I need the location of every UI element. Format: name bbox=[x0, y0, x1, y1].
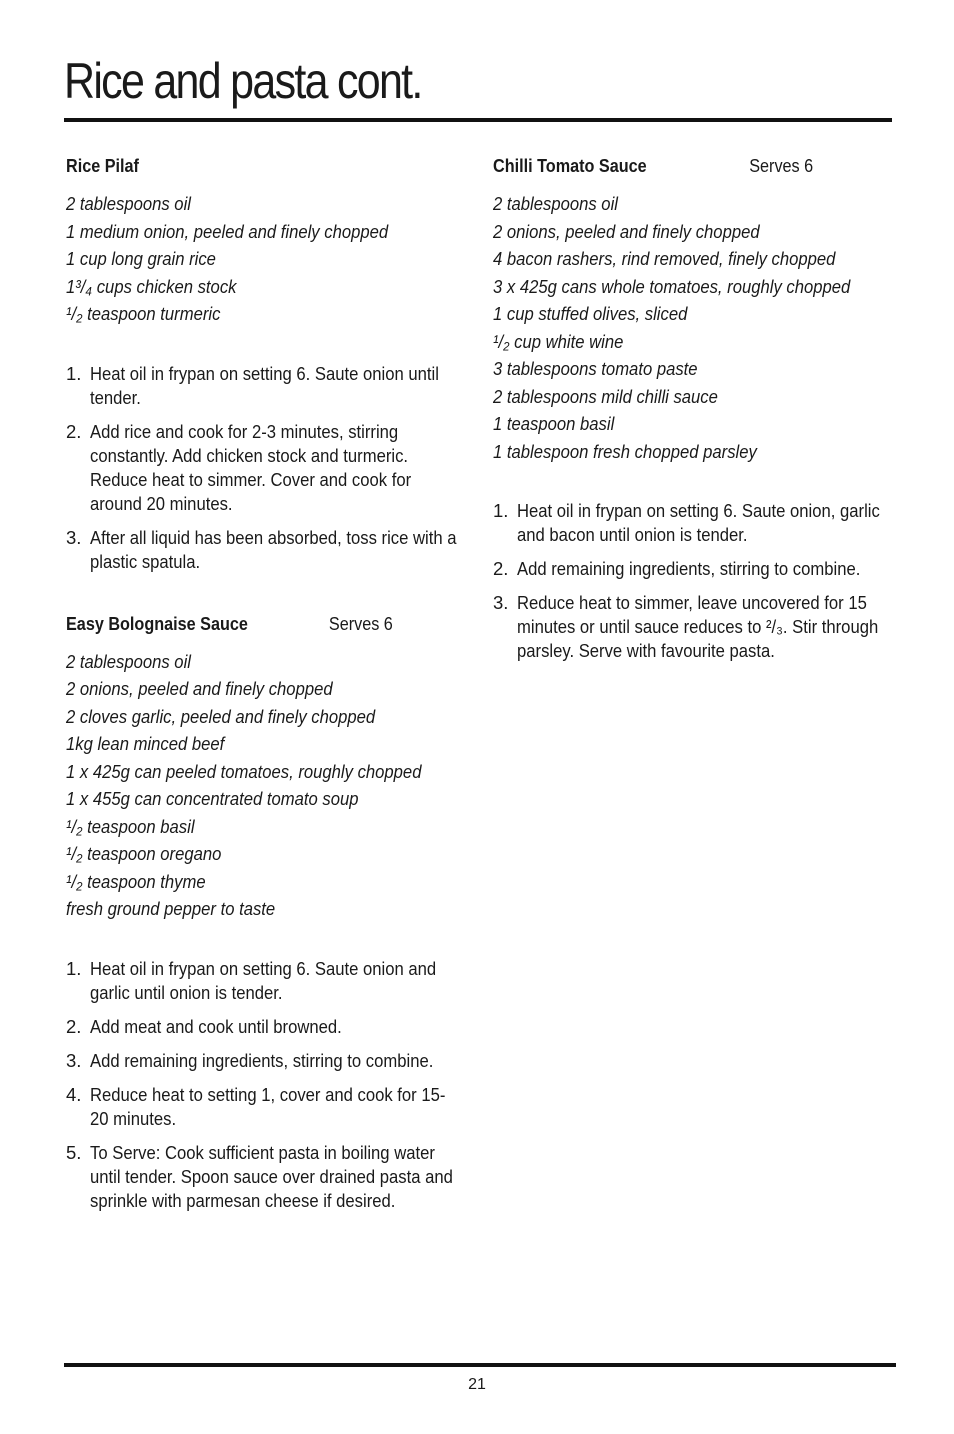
footer-rule bbox=[64, 1363, 896, 1367]
page-title: Rice and pasta cont. bbox=[64, 53, 422, 109]
step-number: 2. bbox=[493, 558, 509, 579]
step-text: Add remaining ingredients, stirring to combine. bbox=[517, 558, 861, 579]
method-steps bbox=[493, 499, 893, 663]
ingredient-item: 2 onions, peeled and finely chopped bbox=[66, 678, 333, 699]
page-number: 21 bbox=[468, 1376, 486, 1393]
ingredient-item: 2 tablespoons oil bbox=[66, 193, 191, 214]
step-number: 2. bbox=[66, 1015, 82, 1037]
method-step bbox=[66, 957, 462, 1005]
ingredient-item: ¹/₂ cup white wine bbox=[493, 330, 624, 352]
step-number: 3. bbox=[66, 526, 82, 548]
ingredient-list bbox=[66, 648, 462, 923]
ingredient-item: 3 tablespoons tomato paste bbox=[493, 358, 698, 379]
ingredient-item: 1 cup long grain rice bbox=[66, 248, 216, 269]
ingredient-item: 2 onions, peeled and finely chopped bbox=[493, 220, 760, 242]
step-text: Heat oil in frypan on setting 6. Saute onion until tender. bbox=[90, 362, 439, 408]
ingredient-item: 1 cup stuffed olives, sliced bbox=[493, 303, 688, 324]
method-step bbox=[66, 1015, 462, 1039]
method-steps bbox=[66, 957, 462, 1213]
ingredient-item: ¹/₂ teaspoon oregano bbox=[66, 843, 222, 864]
method-step bbox=[66, 1083, 462, 1131]
step-text: Add rice and cook for 2-3 minutes, stirring constantly. Add chicken stock and turmeric. Reduce heat to simmer. Cover and cook for around 20 minutes. bbox=[90, 420, 412, 514]
recipe-title: Chilli Tomato Sauce bbox=[493, 156, 647, 176]
step-number: 4. bbox=[66, 1083, 82, 1105]
method-step bbox=[66, 526, 462, 574]
method-step bbox=[493, 557, 893, 581]
title-rule bbox=[64, 118, 892, 122]
ingredient-item: 1 x 455g can concentrated tomato soup bbox=[66, 788, 359, 809]
step-text: After all liquid has been absorbed, toss rice with a plastic spatula. bbox=[90, 526, 457, 572]
ingredient-item: 3 x 425g cans whole tomatoes, roughly chopped bbox=[493, 275, 851, 297]
method-step bbox=[493, 591, 893, 663]
ingredient-item: 1³/₄ cups chicken stock bbox=[66, 275, 237, 297]
step-text: Heat oil in frypan on setting 6. Saute onion and garlic until onion is tender. bbox=[90, 957, 437, 1003]
serves-label: Serves 6 bbox=[749, 156, 814, 176]
left-column bbox=[66, 156, 462, 1223]
ingredient-list bbox=[493, 190, 893, 465]
step-number: 2. bbox=[66, 420, 82, 442]
step-text: Reduce heat to setting 1, cover and cook for 15-20 minutes. bbox=[90, 1083, 446, 1129]
ingredient-item: 1 tablespoon fresh chopped parsley bbox=[493, 440, 757, 462]
ingredient-item: ¹/₂ teaspoon thyme bbox=[66, 870, 206, 892]
step-number: 1. bbox=[493, 500, 509, 521]
recipe-header bbox=[66, 156, 422, 184]
step-text: To Serve: Cook sufficient pasta in boiling water until tender. Spoon sauce over drained pasta and sprinkle with parmesan cheese if desired. bbox=[90, 1141, 453, 1211]
step-number: 1. bbox=[66, 362, 82, 384]
right-column bbox=[493, 156, 893, 673]
ingredient-item: 1kg lean minced beef bbox=[66, 733, 225, 754]
ingredient-list bbox=[66, 190, 462, 328]
recipe-bolognaise bbox=[66, 614, 462, 1213]
ingredient-item: ¹/₂ teaspoon turmeric bbox=[66, 303, 221, 324]
method-step bbox=[66, 1049, 462, 1073]
ingredient-item: 1 medium onion, peeled and finely chopped bbox=[66, 220, 389, 242]
method-step bbox=[66, 420, 462, 516]
ingredient-item: 2 tablespoons mild chilli sauce bbox=[493, 385, 718, 407]
method-steps bbox=[66, 362, 462, 574]
serves-label: Serves 6 bbox=[328, 613, 393, 634]
recipe-header bbox=[66, 614, 422, 642]
ingredient-item: 4 bacon rashers, rind removed, finely chopped bbox=[493, 248, 836, 269]
ingredient-item: ¹/₂ teaspoon basil bbox=[66, 815, 195, 837]
step-number: 3. bbox=[66, 1049, 82, 1071]
recipe-rice-pilaf bbox=[66, 156, 462, 574]
step-text: Add meat and cook until browned. bbox=[90, 1015, 342, 1037]
step-number: 5. bbox=[66, 1141, 82, 1163]
recipe-header bbox=[493, 156, 853, 184]
step-text: Add remaining ingredients, stirring to combine. bbox=[90, 1049, 434, 1071]
ingredient-item: 1 teaspoon basil bbox=[493, 413, 615, 434]
method-step bbox=[493, 499, 893, 547]
step-number: 3. bbox=[493, 592, 509, 613]
method-step bbox=[66, 362, 462, 410]
method-step bbox=[66, 1141, 462, 1213]
ingredient-item: 2 cloves garlic, peeled and finely chopped bbox=[66, 705, 376, 727]
step-text: Reduce heat to simmer, leave uncovered for 15 minutes or until sauce reduces to ²/₃. Stir through parsley. Serve with favourite pasta. bbox=[517, 592, 879, 661]
recipe-title: Easy Bolognaise Sauce bbox=[66, 613, 248, 634]
ingredient-item: fresh ground pepper to taste bbox=[66, 898, 276, 919]
ingredient-item: 1 x 425g can peeled tomatoes, roughly chopped bbox=[66, 760, 422, 782]
ingredient-item: 2 tablespoons oil bbox=[66, 650, 191, 672]
recipe-chilli-tomato bbox=[493, 156, 893, 663]
step-text: Heat oil in frypan on setting 6. Saute onion, garlic and bacon until onion is tender. bbox=[517, 500, 880, 545]
recipe-title: Rice Pilaf bbox=[66, 156, 139, 176]
ingredient-item: 2 tablespoons oil bbox=[493, 193, 618, 214]
step-number: 1. bbox=[66, 957, 82, 979]
